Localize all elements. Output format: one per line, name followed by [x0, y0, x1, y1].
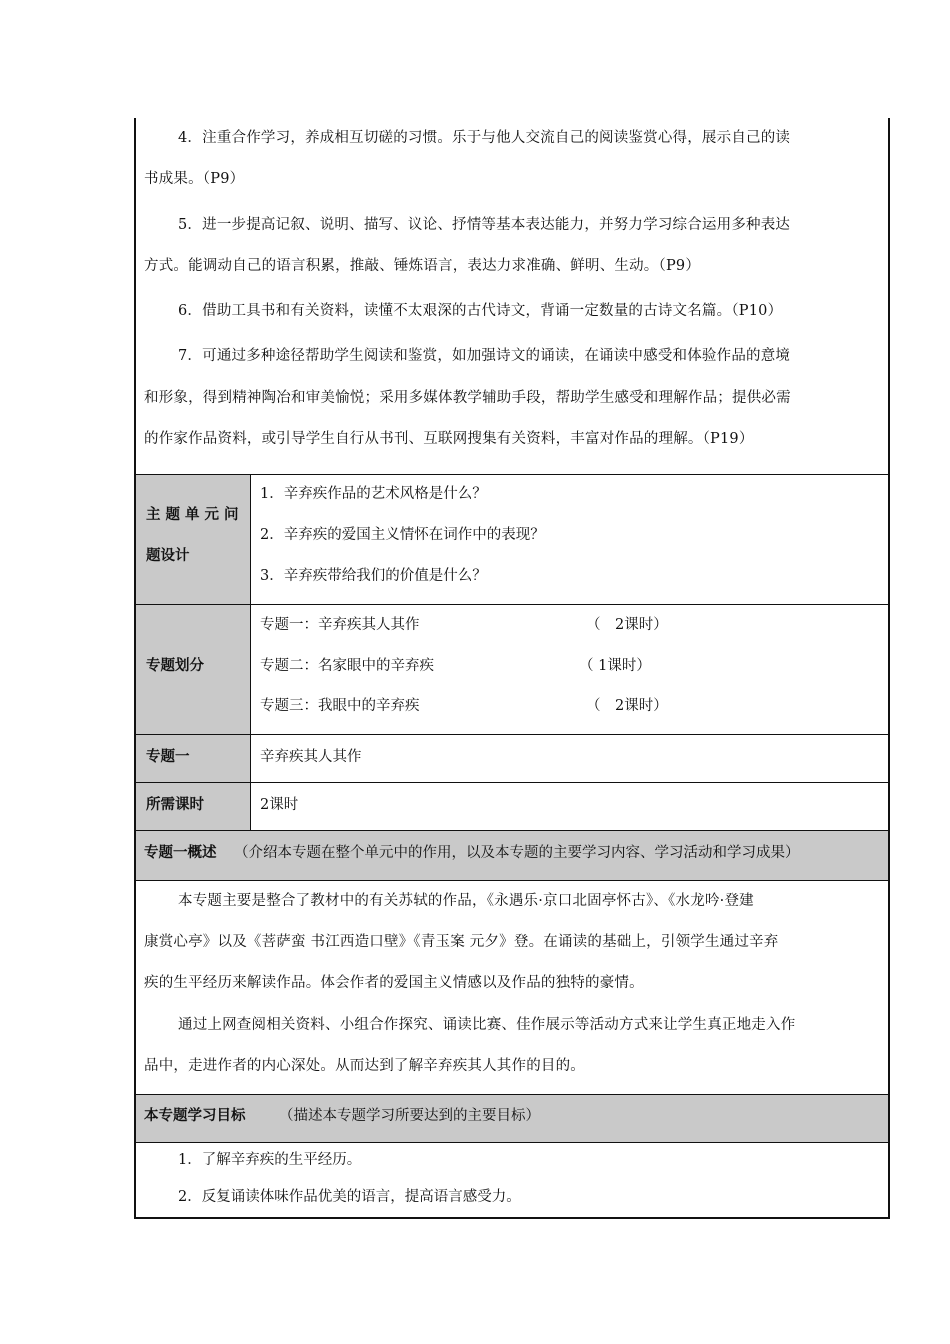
standard-5-line-1: 5．进一步提高记叙、说明、描写、议论、抒情等基本表达能力，并努力学习综合运用多种表达 [178, 217, 791, 233]
standard-4-line-1: 4．注重合作学习，养成相互切磋的习惯。乐于与他人交流自己的阅读鉴赏心得，展示自己的读 [178, 130, 791, 146]
label-line-2: 题设计 [146, 548, 190, 564]
question-1: 1．辛弃疾作品的艺术风格是什么？ [260, 486, 487, 502]
standard-7-line-3: 的作家作品资料，或引导学生自行从书刊、互联网搜集有关资料，丰富对作品的理解。（P19） [144, 431, 754, 447]
label-text: 所需课时 [146, 797, 204, 813]
overview-p2-line-2: 品中，走进作者的内心深处。从而达到了解辛弃疾其人其作的目的。 [144, 1058, 585, 1074]
label-line-1: 主题单元问 [146, 507, 244, 523]
question-design-label [136, 475, 251, 604]
topic-one-row [136, 735, 888, 783]
topic-one-value: 辛弃疾其人其作 [260, 749, 362, 765]
topic-3-hours: （ 2课时） [586, 698, 668, 714]
overview-body [136, 881, 888, 1095]
topic-division-row [136, 605, 888, 735]
objective-1: 1．了解辛弃疾的生平经历。 [178, 1152, 362, 1168]
topic-one-label [136, 735, 251, 782]
label-text: 专题一 [146, 749, 190, 765]
label-text: 专题划分 [146, 658, 204, 674]
overview-label: 专题一概述 [144, 845, 217, 861]
standard-5-line-2: 方式。能调动自己的语言积累，推敲、锤炼语言，表达力求准确、鲜明、生动。（P9） [144, 258, 701, 274]
topic-division-label [136, 605, 251, 734]
topic-1-hours: （ 2课时） [586, 617, 668, 633]
hours-row [136, 783, 888, 831]
lesson-plan-table [134, 118, 890, 1219]
objectives-note: （描述本专题学习所要达到的主要目标） [279, 1108, 540, 1124]
overview-p1-line-2: 康赏心亭》以及《菩萨蛮 书江西造口壁》《青玉案 元夕》登。在诵读的基础上，引领学生通过辛弃 [144, 934, 779, 950]
topic-2-name: 专题二：名家眼中的辛弃疾 [260, 658, 434, 674]
question-3: 3．辛弃疾带给我们的价值是什么？ [260, 568, 487, 584]
topic-3-name: 专题三：我眼中的辛弃疾 [260, 698, 420, 714]
objectives-body [136, 1143, 888, 1217]
objectives-header [136, 1095, 888, 1143]
standards-section [136, 118, 888, 475]
hours-value: 2课时 [260, 797, 299, 813]
question-design-row [136, 475, 888, 605]
overview-p1-line-1: 本专题主要是整合了教材中的有关苏轼的作品，《永遇乐·京口北固亭怀古》、《水龙吟·登建 [178, 893, 754, 909]
overview-p1-line-3: 疾的生平经历来解读作品。体会作者的爱国主义情感以及作品的独特的豪情。 [144, 975, 644, 991]
standard-7-line-1: 7．可通过多种途径帮助学生阅读和鉴赏，如加强诗文的诵读，在诵读中感受和体验作品的意境 [178, 348, 791, 364]
question-2: 2．辛弃疾的爱国主义情怀在词作中的表现？ [260, 527, 545, 543]
objectives-label: 本专题学习目标 [144, 1108, 246, 1124]
standard-7-line-2: 和形象，得到精神陶冶和审美愉悦；采用多媒体教学辅助手段，帮助学生感受和理解作品；提供必需 [144, 390, 791, 406]
objective-2: 2．反复诵读体味作品优美的语言，提高语言感受力。 [178, 1189, 521, 1205]
overview-p2-line-1: 通过上网查阅相关资料、小组合作探究、诵读比赛、佳作展示等活动方式来让学生真正地走入作 [178, 1017, 796, 1033]
standard-6-line-1: 6．借助工具书和有关资料，读懂不太艰深的古代诗文，背诵一定数量的古诗文名篇。（P10） [178, 303, 783, 319]
overview-note: （介绍本专题在整个单元中的作用，以及本专题的主要学习内容、学习活动和学习成果） [234, 845, 800, 861]
overview-header [136, 831, 888, 881]
hours-label [136, 783, 251, 830]
topic-1-name: 专题一：辛弃疾其人其作 [260, 617, 420, 633]
topic-2-hours: （ 1课时） [579, 658, 651, 674]
standard-4-line-2: 书成果。（P9） [144, 171, 245, 187]
